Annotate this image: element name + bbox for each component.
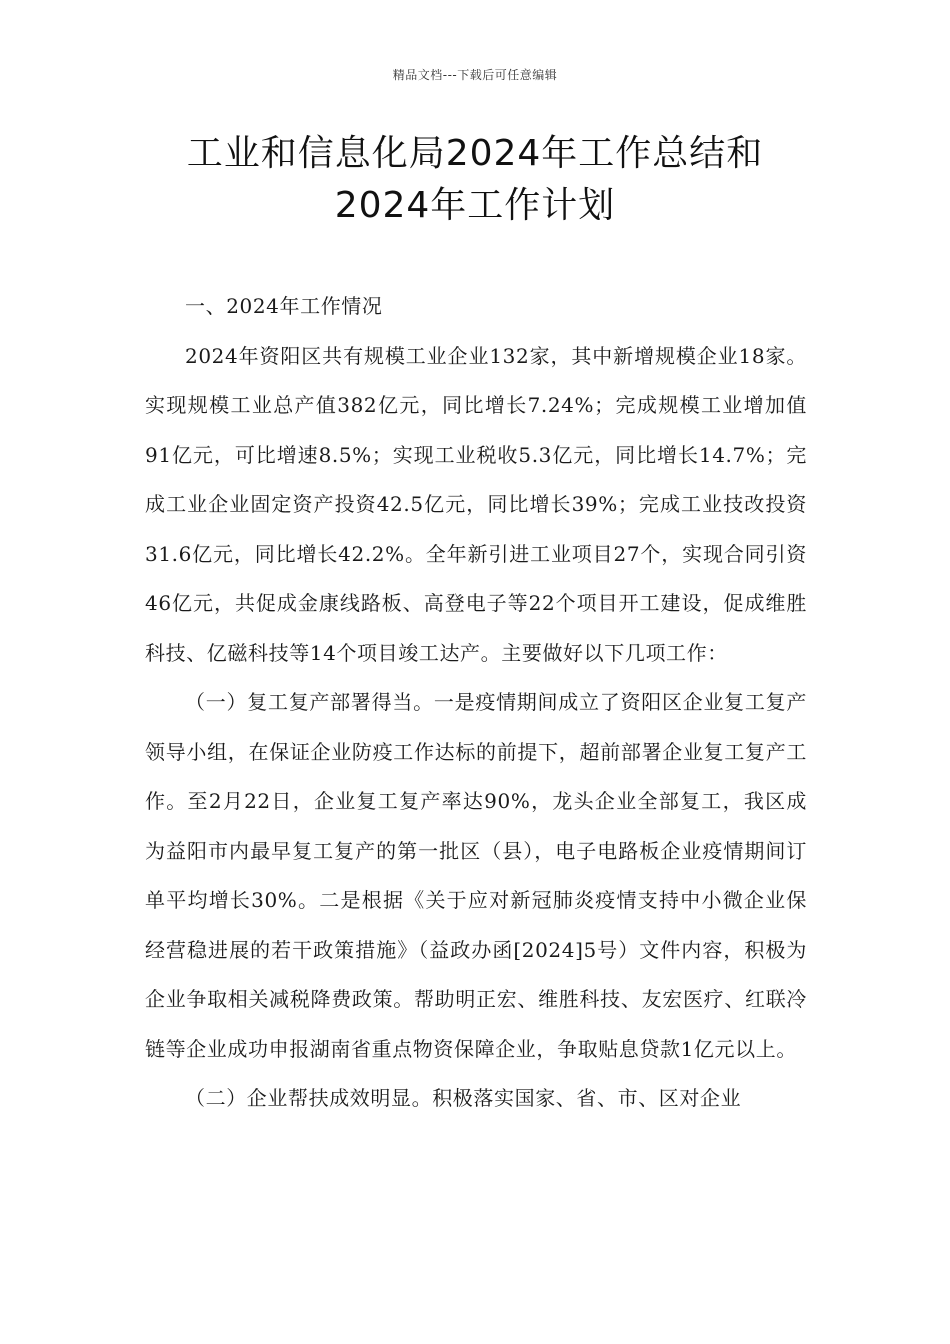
section-heading: 一、2024年工作情况: [185, 294, 383, 318]
document-title-line-1: 工业和信息化局2024年工作总结和: [186, 133, 764, 174]
page-header-watermark: 精品文档---下载后可任意编辑: [392, 68, 558, 82]
body-paragraph: （一）复工复产部署得当。一是疫情期间成立了资阳区企业复工复产领导小组，在保证企业防疫工作达标的前提下，超前部署企业复工复产工作。至2月22日，企业复工复产率达90%，龙头企业全部复工，我区成为益阳市内最早复工复产的第一批区（县），电子电路板企业疫情期间订单平均增长30%。二是根据《关于应对新冠肺炎疫情支持中小微企业保经营稳进展的若干政策措施》（益政办函[2024]5号）文件内容，积极为企业争取相关减税降费政策。帮助明正宏、维胜科技、友宏医疗、红联冷链等企业成功申报湖南省重点物资保障企业，争取贴息贷款1亿元以上。: [145, 690, 807, 1061]
document-title: [0, 128, 950, 232]
body-paragraph: （二）企业帮扶成效明显。积极落实国家、省、市、区对企业: [185, 1086, 742, 1110]
body-paragraph: 2024年资阳区共有规模工业企业132家，其中新增规模企业18家。实现规模工业总产值382亿元，同比增长7.24%；完成规模工业增加值91亿元，可比增速8.5%；实现工业税收5.3亿元，同比增长14.7%；完成工业企业固定资产投资42.5亿元，同比增长39%；完成工业技改投资31.6亿元，同比增长42.2%。全年新引进工业项目27个，实现合同引资46亿元，共促成金康线路板、高登电子等22个项目开工建设，促成维胜科技、亿磁科技等14个项目竣工达产。主要做好以下几项工作：: [145, 343, 807, 665]
document-title-line-2: 2024年工作计划: [334, 185, 616, 226]
document-body: [145, 282, 807, 1124]
